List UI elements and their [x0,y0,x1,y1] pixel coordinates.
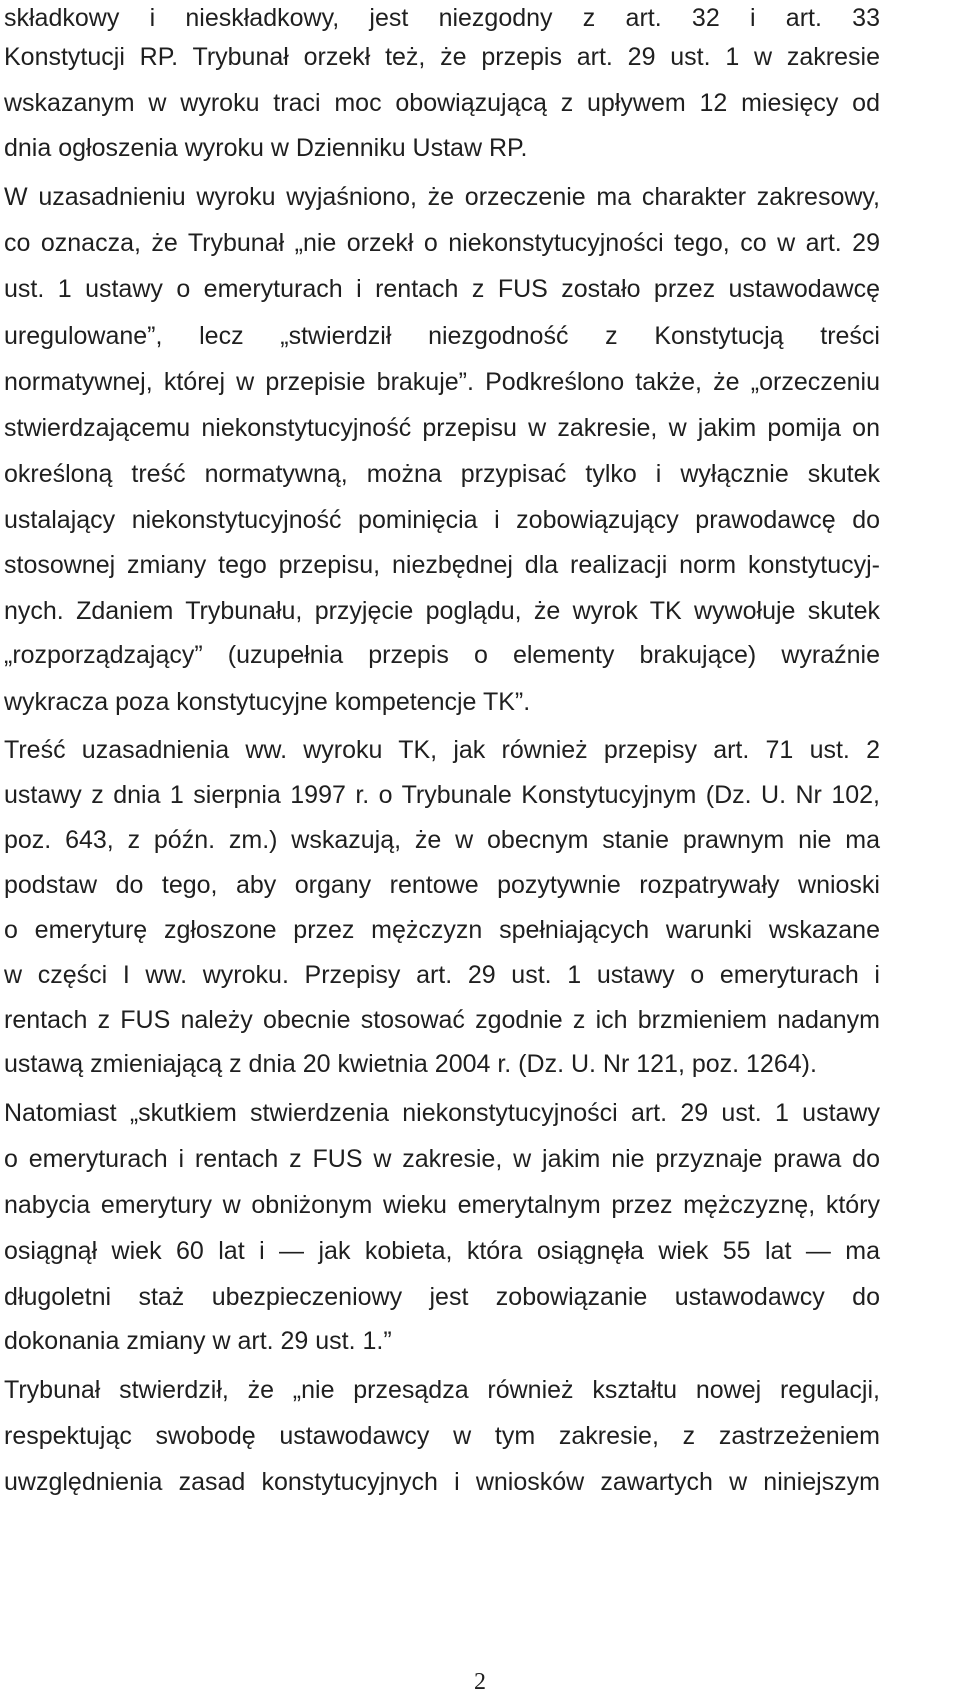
text-line: dnia ogłoszenia wyroku w Dzienniku Ustaw RP. [4,134,528,162]
text-line: wykracza poza konstytucyjne kompetencje TK”. [4,688,531,716]
text-line: osiągnął wiek 60 lat i — jak kobieta, która osiągnęła wiek 55 lat — ma [4,1237,880,1265]
text-line: respektując swobodę ustawodawcy w tym zakresie, z zastrzeżeniem [4,1422,880,1450]
text-line: wskazanym w wyroku traci moc obowiązującą z upływem 12 miesięcy od [4,89,880,117]
text-line: ustawą zmieniającą z dnia 20 kwietnia 2004 r. (Dz. U. Nr 121, poz. 1264). [4,1050,817,1078]
text-line: określoną treść normatywną, można przypisać tylko i wyłącznie skutek [4,460,880,488]
text-line: długoletni staż ubezpieczeniowy jest zobowiązanie ustawodawcy do [4,1283,880,1311]
text-line: ustawy z dnia 1 sierpnia 1997 r. o Trybunale Konstytucyjnym (Dz. U. Nr 102, [4,781,880,809]
text-line: o emeryturę zgłoszone przez mężczyzn spełniających warunki wskazane [4,916,880,944]
text-line: poz. 643, z późn. zm.) wskazują, że w obecnym stanie prawnym nie ma [4,826,880,854]
text-line: Trybunał stwierdził, że „nie przesądza również kształtu nowej regulacji, [4,1376,880,1404]
text-line: rentach z FUS należy obecnie stosować zgodnie z ich brzmieniem nadanym [4,1006,880,1034]
text-line: w części I ww. wyroku. Przepisy art. 29 ust. 1 ustawy o emeryturach i [4,961,880,989]
text-line: stosownej zmiany tego przepisu, niezbędnej dla realizacji norm konstytucyj- [4,551,880,579]
text-line: nabycia emerytury w obniżonym wieku emerytalnym przez mężczyznę, który [4,1191,880,1219]
text-line: ust. 1 ustawy o emeryturach i rentach z FUS zostało przez ustawodawcę [4,275,880,303]
text-line: ustalający niekonstytucyjność pominięcia i zobowiązujący prawodawcę do [4,506,880,534]
text-line: normatywnej, której w przepisie brakuje”. Podkreślono także, że „orzeczeniu [4,368,880,396]
text-line: Treść uzasadnienia ww. wyroku TK, jak również przepisy art. 71 ust. 2 [4,736,880,764]
text-line: podstaw do tego, aby organy rentowe pozytywnie rozpatrywały wnioski [4,871,880,899]
text-line: co oznacza, że Trybunał „nie orzekł o niekonstytucyjności tego, co w art. 29 [4,229,880,257]
text-line: składkowy i nieskładkowy, jest niezgodny z art. 32 i art. 33 [4,4,880,32]
text-line: uwzględnienia zasad konstytucyjnych i wniosków zawartych w niniejszym [4,1468,880,1496]
text-line: stwierdzającemu niekonstytucyjność przepisu w zakresie, w jakim pomija on [4,414,880,442]
text-line: W uzasadnieniu wyroku wyjaśniono, że orzeczenie ma charakter zakresowy, [4,183,880,211]
text-line: dokonania zmiany w art. 29 ust. 1.” [4,1327,392,1355]
page-number: 2 [474,1669,486,1695]
text-line: Konstytucji RP. Trybunał orzekł też, że przepis art. 29 ust. 1 w zakresie [4,43,880,71]
text-line: o emeryturach i rentach z FUS w zakresie, w jakim nie przyznaje prawa do [4,1145,880,1173]
text-line: uregulowane”, lecz „stwierdził niezgodność z Konstytucją treści [4,322,880,350]
text-line: nych. Zdaniem Trybunału, przyjęcie poglądu, że wyrok TK wywołuje skutek [4,597,880,625]
text-line: Natomiast „skutkiem stwierdzenia niekonstytucyjności art. 29 ust. 1 ustawy [4,1099,880,1127]
text-line: „rozporządzający” (uzupełnia przepis o elementy brakujące) wyraźnie [4,641,880,669]
